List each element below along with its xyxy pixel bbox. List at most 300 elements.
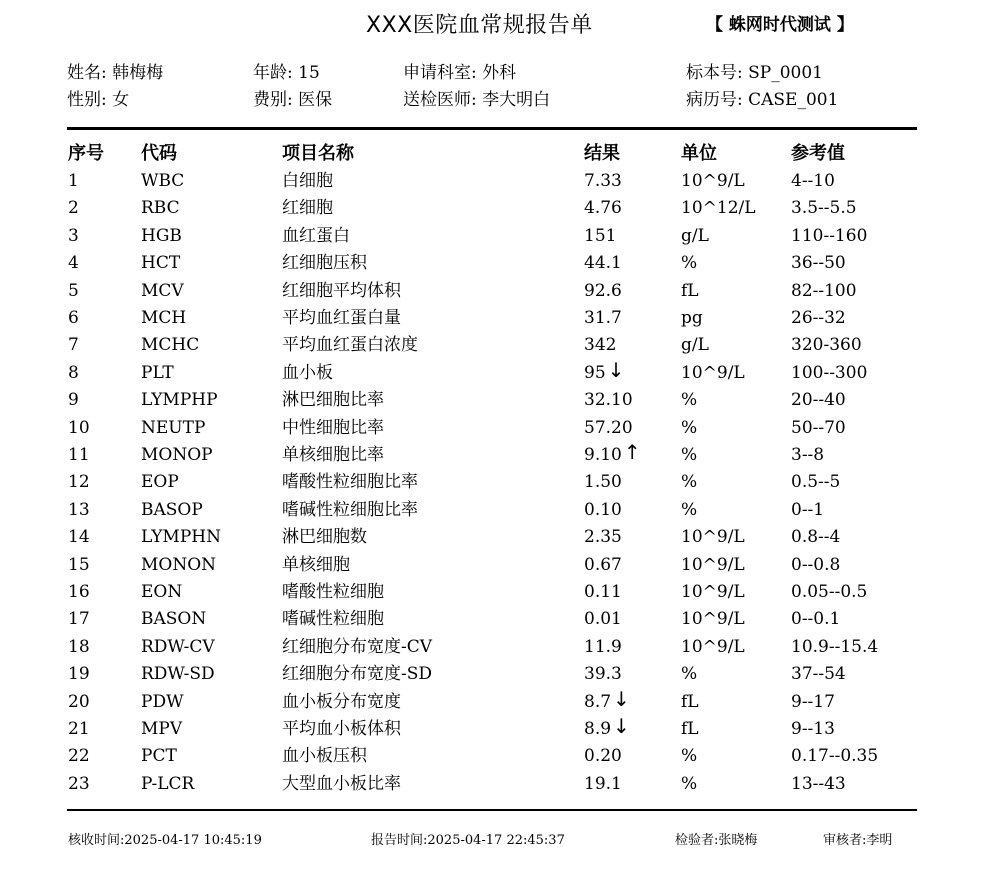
- row-serial-number-text: 22: [68, 746, 90, 767]
- row-serial-number-text: 2: [68, 198, 79, 219]
- row-serial-number-text: 8: [68, 362, 79, 383]
- row-item-name: [282, 662, 432, 687]
- row-item-name: [282, 772, 401, 797]
- row-result: [584, 498, 622, 523]
- row-result: [584, 306, 622, 331]
- row-code: [141, 498, 203, 523]
- sample-number: 标本号: SP_0001: [686, 63, 823, 83]
- row-unit-text: 10^9/L: [681, 362, 745, 383]
- row-item-name-text: 白细胞: [282, 171, 333, 191]
- row-reference-range-text: 0--0.1: [791, 609, 841, 630]
- table-row: [0, 662, 981, 687]
- row-code-text: LYMPHN: [141, 527, 221, 548]
- row-serial-number: [68, 744, 90, 769]
- row-reference-range: [791, 443, 824, 468]
- row-result-text: 44.1: [584, 253, 622, 274]
- row-item-name-text: 平均血红蛋白浓度: [282, 335, 418, 356]
- row-code: [141, 525, 221, 550]
- row-unit-text: fL: [681, 280, 699, 301]
- row-item-name-text: 嗜酸性粒细胞比率: [282, 472, 418, 493]
- inspector-name: 检验者:张晓梅: [675, 833, 758, 848]
- row-code-text: MPV: [141, 719, 183, 739]
- row-reference-range: [791, 553, 840, 578]
- row-item-name: [282, 443, 384, 468]
- row-serial-number: [68, 333, 79, 358]
- table-row: [0, 580, 981, 605]
- row-serial-number-text: 14: [68, 527, 90, 548]
- patient-name: 姓名: 韩梅梅: [67, 63, 164, 83]
- row-reference-range: [791, 251, 846, 276]
- row-serial-number-text: 5: [68, 280, 79, 301]
- row-reference-range: [791, 416, 846, 441]
- row-item-name-text: 血小板压积: [282, 746, 367, 767]
- row-result-text: 1.50: [584, 472, 622, 493]
- row-result-text: 32.10: [584, 390, 633, 411]
- row-result-text: 0.67: [584, 554, 622, 575]
- row-reference-range: [791, 580, 867, 605]
- brand-label: 【 蛛网时代测试 】: [706, 15, 854, 35]
- row-result: [584, 470, 622, 495]
- row-code: [141, 635, 215, 660]
- row-serial-number: [68, 279, 79, 304]
- row-serial-number-text: 6: [68, 308, 79, 328]
- row-code-text: PDW: [141, 691, 184, 712]
- row-code-text: EON: [141, 582, 183, 602]
- row-unit: [681, 498, 697, 523]
- row-reference-range: [791, 333, 862, 358]
- received-time: 核收时间:2025-04-17 10:45:19: [68, 833, 262, 848]
- case-number: 病历号: CASE_001: [686, 90, 839, 110]
- row-serial-number: [68, 580, 90, 605]
- row-result: [584, 416, 633, 441]
- row-item-name: [282, 607, 384, 632]
- row-code: [141, 553, 216, 578]
- row-reference-range-text: 26--32: [791, 308, 846, 328]
- row-reference-range: [791, 361, 867, 386]
- report-title: XXX医院血常规报告单: [366, 13, 593, 38]
- row-serial-number: [68, 443, 90, 468]
- row-reference-range: [791, 388, 846, 413]
- row-item-name-text: 嗜碱性粒细胞比率: [282, 499, 418, 520]
- row-reference-range-text: 320-360: [791, 335, 862, 356]
- payment-type: 费别: 医保: [253, 90, 333, 110]
- row-code-text: RDW-CV: [141, 636, 215, 657]
- row-code-text: MONOP: [141, 445, 213, 465]
- row-reference-range: [791, 717, 835, 742]
- row-reference-range: [791, 690, 835, 715]
- row-result: [584, 686, 630, 715]
- row-result: [584, 635, 622, 660]
- row-result: [584, 279, 622, 304]
- row-item-name-text: 血小板分布宽度: [282, 691, 401, 712]
- row-code: [141, 196, 180, 221]
- row-result-text: 0.11: [584, 582, 622, 602]
- row-result: [584, 772, 622, 797]
- row-item-name-text: 红细胞分布宽度-CV: [282, 636, 433, 657]
- row-reference-range: [791, 744, 878, 769]
- table-row: [0, 251, 981, 276]
- row-result-text: 8.9: [584, 719, 612, 739]
- row-reference-range: [791, 498, 824, 523]
- row-item-name: [282, 224, 350, 249]
- row-code: [141, 169, 184, 194]
- row-code: [141, 251, 180, 276]
- header-result: 结果: [584, 143, 620, 164]
- table-row: [0, 470, 981, 495]
- row-item-name: [282, 690, 401, 715]
- row-code: [141, 607, 206, 632]
- row-code-text: HGB: [141, 225, 182, 246]
- row-unit-text: %: [681, 773, 698, 794]
- row-item-name-text: 大型血小板比率: [282, 773, 401, 794]
- row-item-name-text: 红细胞分布宽度-SD: [282, 664, 433, 685]
- row-serial-number-text: 4: [68, 253, 79, 274]
- row-item-name: [282, 498, 418, 523]
- row-code-text: EOP: [141, 472, 179, 493]
- row-serial-number: [68, 361, 79, 386]
- row-result-text: 11.9: [584, 636, 622, 657]
- row-unit: [681, 443, 697, 468]
- row-reference-range: [791, 772, 846, 797]
- row-serial-number-text: 7: [68, 335, 79, 356]
- table-row: [0, 388, 981, 413]
- table-row: [0, 607, 981, 632]
- row-unit-text: 10^9/L: [681, 636, 745, 657]
- row-reference-range: [791, 306, 846, 331]
- row-reference-range-text: 0--0.8: [791, 554, 841, 575]
- row-code: [141, 690, 184, 715]
- row-code-text: MCV: [141, 280, 184, 301]
- row-reference-range-text: 50--70: [791, 417, 846, 438]
- row-reference-range-text: 4--10: [791, 171, 835, 191]
- row-reference-range-text: 9--13: [791, 719, 835, 739]
- row-unit: [681, 333, 709, 358]
- row-unit-text: %: [681, 746, 698, 767]
- row-unit-text: %: [681, 472, 698, 493]
- down-arrow-icon: ↓: [613, 714, 630, 738]
- row-unit-text: pg: [681, 308, 703, 328]
- row-code: [141, 662, 215, 687]
- row-reference-range-text: 0.8--4: [791, 527, 841, 548]
- row-unit-text: 10^9/L: [681, 171, 745, 191]
- patient-gender: 性别: 女: [67, 90, 130, 110]
- row-code-text: NEUTP: [141, 417, 206, 438]
- table-row: [0, 498, 981, 523]
- patient-age: 年龄: 15: [253, 63, 320, 83]
- row-serial-number-text: 21: [68, 719, 90, 739]
- row-result: [584, 357, 625, 386]
- row-unit-text: g/L: [681, 335, 709, 356]
- row-result: [584, 553, 622, 578]
- table-row: [0, 440, 981, 468]
- row-result-text: 0.01: [584, 609, 622, 630]
- row-serial-number-text: 23: [68, 773, 90, 794]
- row-result-text: 342: [584, 335, 617, 356]
- row-serial-number-text: 3: [68, 225, 79, 246]
- row-reference-range-text: 0.05--0.5: [791, 582, 868, 602]
- row-unit: [681, 470, 697, 495]
- header-divider: [67, 127, 917, 130]
- row-code-text: WBC: [141, 171, 185, 191]
- row-result-text: 0.10: [584, 499, 622, 520]
- row-result-text: 7.33: [584, 171, 622, 191]
- row-code-text: HCT: [141, 253, 181, 274]
- row-item-name-text: 嗜酸性粒细胞: [282, 582, 384, 602]
- row-serial-number: [68, 224, 79, 249]
- row-result-text: 8.7: [584, 691, 612, 712]
- row-code: [141, 580, 182, 605]
- row-item-name: [282, 388, 384, 413]
- row-unit: [681, 744, 697, 769]
- table-row: [0, 279, 981, 304]
- table-row: [0, 224, 981, 249]
- row-code-text: P-LCR: [141, 773, 195, 794]
- row-serial-number: [68, 607, 90, 632]
- row-code-text: MONON: [141, 554, 217, 575]
- down-arrow-icon: ↓: [613, 686, 630, 711]
- header-unit: 单位: [681, 143, 717, 164]
- reviewer-name: 审核者:李明: [823, 833, 893, 848]
- row-item-name: [282, 196, 333, 221]
- row-unit-text: fL: [681, 719, 699, 739]
- row-result: [584, 388, 633, 413]
- row-serial-number: [68, 662, 90, 687]
- table-row: [0, 416, 981, 441]
- row-unit-text: %: [681, 445, 698, 465]
- row-unit-text: g/L: [681, 225, 709, 246]
- row-unit-text: %: [681, 664, 698, 685]
- row-reference-range: [791, 196, 857, 221]
- row-unit-text: 10^9/L: [681, 554, 745, 575]
- row-serial-number: [68, 525, 90, 550]
- row-unit-text: %: [681, 417, 698, 438]
- row-serial-number: [68, 470, 90, 495]
- row-result: [584, 251, 622, 276]
- row-serial-number-text: 11: [68, 445, 90, 465]
- row-item-name: [282, 580, 384, 605]
- row-item-name-text: 红细胞: [282, 198, 333, 219]
- row-result-text: 4.76: [584, 198, 622, 219]
- table-row: [0, 357, 981, 386]
- row-serial-number-text: 18: [68, 636, 90, 657]
- row-unit: [681, 361, 745, 386]
- row-reference-range-text: 3--8: [791, 445, 825, 465]
- row-unit-text: 10^9/L: [681, 609, 745, 630]
- row-result: [584, 580, 622, 605]
- row-reference-range-text: 20--40: [791, 390, 846, 411]
- row-unit-text: %: [681, 253, 698, 274]
- header-serial-number: 序号: [68, 143, 104, 164]
- row-code: [141, 388, 218, 413]
- row-result: [584, 744, 622, 769]
- row-result-text: 0.20: [584, 746, 622, 767]
- row-result: [584, 333, 616, 358]
- row-serial-number: [68, 553, 90, 578]
- row-code-text: MCH: [141, 308, 187, 328]
- row-reference-range: [791, 224, 867, 249]
- table-row: [0, 686, 981, 715]
- table-row: [0, 306, 981, 331]
- row-unit: [681, 662, 697, 687]
- row-reference-range-text: 0.17--0.35: [791, 746, 879, 767]
- row-item-name-text: 淋巴细胞比率: [282, 390, 384, 411]
- row-item-name-text: 中性细胞比率: [282, 417, 384, 438]
- row-unit: [681, 416, 697, 441]
- row-serial-number: [68, 306, 79, 331]
- row-serial-number-text: 13: [68, 499, 90, 520]
- row-code: [141, 333, 199, 358]
- row-item-name: [282, 361, 333, 386]
- table-row: [0, 772, 981, 797]
- row-serial-number: [68, 416, 90, 441]
- table-row: [0, 196, 981, 221]
- row-code-text: RDW-SD: [141, 664, 215, 685]
- row-item-name: [282, 744, 367, 769]
- row-result: [584, 714, 630, 742]
- row-unit: [681, 553, 745, 578]
- row-code: [141, 361, 174, 386]
- row-reference-range: [791, 169, 835, 194]
- sending-doctor: 送检医师: 李大明白: [403, 90, 551, 110]
- row-code: [141, 279, 184, 304]
- row-code: [141, 772, 194, 797]
- row-unit: [681, 169, 745, 194]
- row-code: [141, 306, 186, 331]
- row-item-name-text: 平均血红蛋白量: [282, 308, 401, 328]
- row-item-name-text: 嗜碱性粒细胞: [282, 609, 384, 630]
- row-result-text: 2.35: [584, 527, 622, 548]
- row-reference-range: [791, 279, 857, 304]
- application-department: 申请科室: 外科: [403, 63, 517, 83]
- table-row: [0, 553, 981, 578]
- row-reference-range-text: 9--17: [791, 691, 835, 712]
- row-serial-number: [68, 388, 79, 413]
- report-time: 报告时间:2025-04-17 22:45:37: [371, 833, 565, 848]
- row-result-text: 57.20: [584, 417, 633, 438]
- row-code: [141, 224, 182, 249]
- row-result: [584, 196, 622, 221]
- row-result: [584, 440, 641, 468]
- row-item-name-text: 红细胞压积: [282, 253, 367, 274]
- row-reference-range: [791, 525, 840, 550]
- table-row: [0, 169, 981, 194]
- row-item-name: [282, 279, 401, 304]
- row-result: [584, 525, 622, 550]
- row-reference-range-text: 10.9--15.4: [791, 636, 879, 657]
- row-reference-range: [791, 662, 846, 687]
- row-result-text: 31.7: [584, 308, 622, 328]
- row-result: [584, 662, 622, 687]
- row-unit: [681, 717, 699, 742]
- row-result-text: 9.10: [584, 445, 622, 465]
- row-serial-number: [68, 169, 79, 194]
- row-item-name-text: 血小板: [282, 362, 333, 383]
- row-unit: [681, 196, 756, 221]
- row-serial-number: [68, 772, 90, 797]
- row-item-name: [282, 333, 418, 358]
- row-result-text: 151: [584, 225, 617, 246]
- up-arrow-icon: ↑: [623, 440, 641, 464]
- row-code-text: LYMPHP: [141, 390, 218, 411]
- row-unit: [681, 279, 699, 304]
- row-unit-text: %: [681, 390, 698, 411]
- row-result: [584, 224, 616, 249]
- row-unit: [681, 525, 745, 550]
- row-serial-number-text: 16: [68, 582, 90, 602]
- row-result-text: 39.3: [584, 664, 622, 685]
- row-code: [141, 470, 179, 495]
- row-serial-number-text: 17: [68, 609, 90, 630]
- row-unit-text: 10^9/L: [681, 582, 745, 602]
- table-row: [0, 714, 981, 742]
- footer-divider: [67, 809, 917, 811]
- row-result: [584, 607, 622, 632]
- row-code-text: PLT: [141, 362, 174, 383]
- table-row: [0, 525, 981, 550]
- row-item-name: [282, 635, 432, 660]
- row-code: [141, 443, 213, 468]
- row-code-text: BASON: [141, 609, 207, 630]
- row-item-name-text: 淋巴细胞数: [282, 527, 367, 548]
- row-unit: [681, 607, 745, 632]
- row-item-name-text: 单核细胞比率: [282, 445, 384, 465]
- row-reference-range-text: 37--54: [791, 664, 846, 685]
- row-serial-number: [68, 690, 90, 715]
- row-reference-range-text: 110--160: [791, 225, 868, 246]
- row-code-text: RBC: [141, 198, 180, 219]
- row-item-name: [282, 169, 333, 194]
- row-serial-number-text: 1: [68, 171, 79, 191]
- row-item-name: [282, 525, 367, 550]
- header-reference-range: 参考值: [791, 143, 845, 164]
- table-row: [0, 744, 981, 769]
- row-serial-number: [68, 498, 90, 523]
- results-table-header: [0, 141, 981, 167]
- row-serial-number: [68, 251, 79, 276]
- row-result-text: 19.1: [584, 773, 622, 794]
- row-unit: [681, 690, 699, 715]
- row-item-name-text: 红细胞平均体积: [282, 280, 401, 301]
- row-item-name: [282, 717, 401, 742]
- row-unit: [681, 635, 745, 660]
- row-item-name-text: 平均血小板体积: [282, 719, 401, 739]
- down-arrow-icon: ↓: [607, 357, 625, 382]
- row-serial-number-text: 19: [68, 664, 90, 685]
- row-reference-range-text: 13--43: [791, 773, 846, 794]
- row-serial-number-text: 9: [68, 390, 79, 411]
- header-code: 代码: [141, 143, 177, 164]
- row-serial-number-text: 12: [68, 472, 90, 493]
- row-unit-text: %: [681, 499, 698, 520]
- row-serial-number: [68, 196, 79, 221]
- row-item-name: [282, 306, 401, 331]
- row-unit: [681, 306, 703, 331]
- row-code-text: BASOP: [141, 499, 203, 520]
- row-unit: [681, 251, 697, 276]
- row-unit: [681, 388, 697, 413]
- row-reference-range-text: 36--50: [791, 253, 846, 274]
- row-code-text: PCT: [141, 746, 177, 767]
- row-unit-text: fL: [681, 691, 699, 712]
- table-row: [0, 333, 981, 358]
- row-reference-range: [791, 635, 878, 660]
- row-code: [141, 744, 177, 769]
- row-serial-number-text: 10: [68, 417, 90, 438]
- row-unit-text: 10^12/L: [681, 198, 756, 219]
- row-reference-range: [791, 607, 840, 632]
- row-reference-range-text: 0.5--5: [791, 472, 841, 493]
- row-reference-range-text: 82--100: [791, 280, 857, 301]
